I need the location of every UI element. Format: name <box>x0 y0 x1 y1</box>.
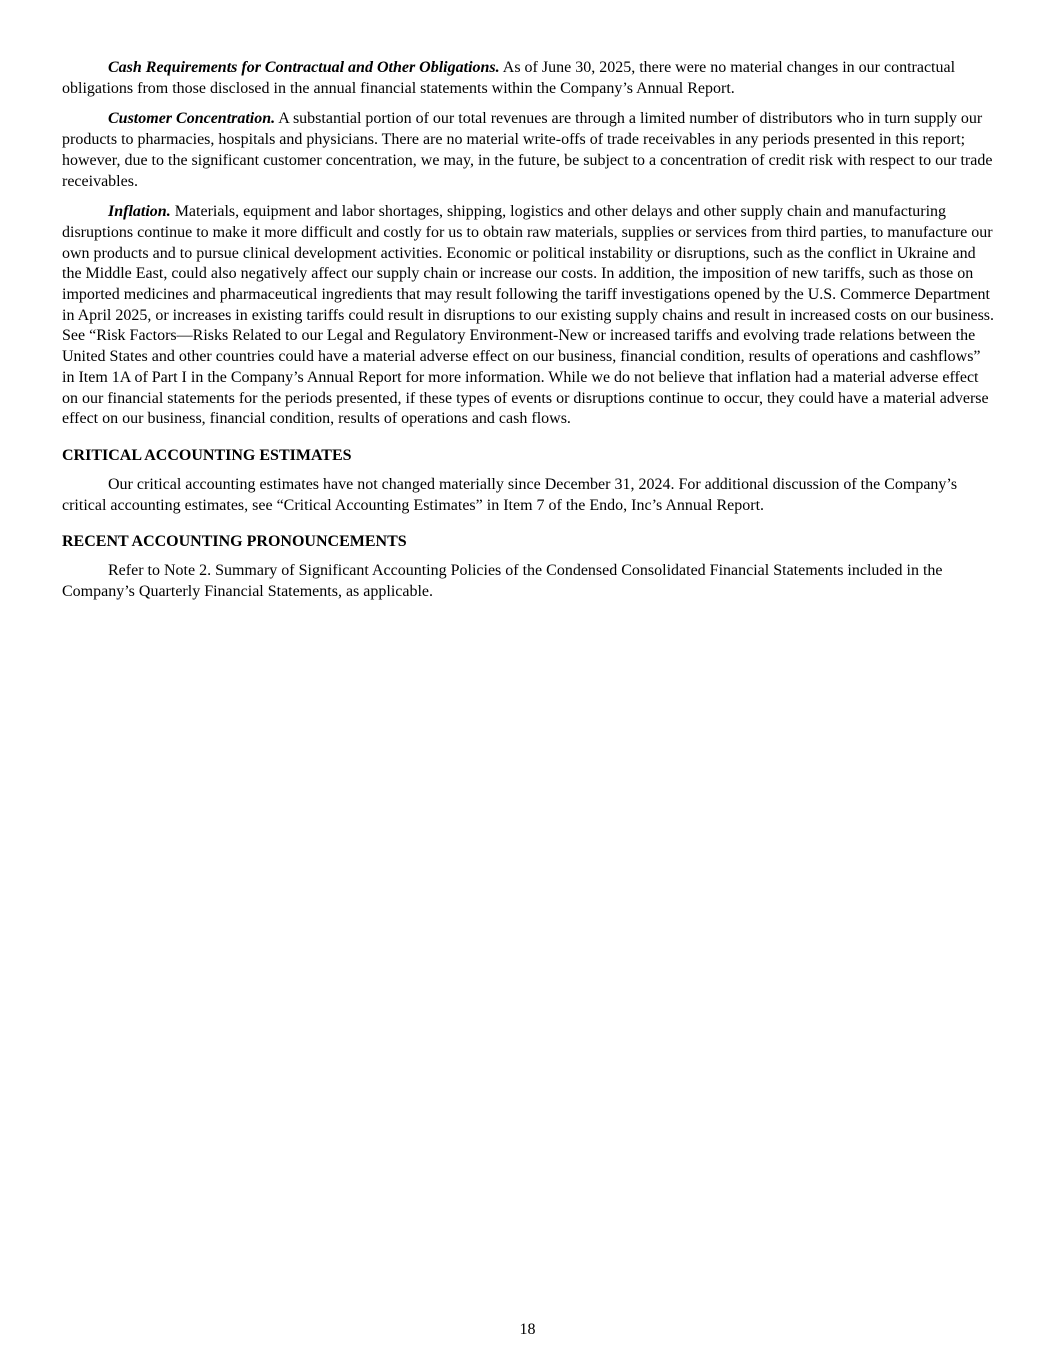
cash-requirements-paragraph <box>62 58 994 99</box>
document-body <box>62 58 994 613</box>
recent-pronouncements-paragraph: Refer to Note 2. Summary of Significant Accounting Policies of the Condensed Consolidated Financial Statements included in the Company’s Quarterly Financial Statements, as applicable. <box>62 562 943 601</box>
inflation-lead: Inflation. <box>108 203 171 221</box>
customer-concentration-paragraph <box>62 109 994 192</box>
cash-requirements-lead: Cash Requirements for Contractual and Other Obligations. <box>108 59 500 76</box>
page-number: 18 <box>519 1321 536 1338</box>
inflation-text: Materials, equipment and labor shortages, shipping, logistics and other delays and other supply chain and manufacturing disruptions continue to make it more difficult and costly for us to obtain raw materials, supplies or services from third parties, to manufacture our own products and to pursue clinical development activities. Economic or political instability or disruptions, such as the conflict in Ukraine and the Middle East, could also negatively affect our supply chain or increase our costs. In addition, the imposition of new tariffs, such as those on imported medicines and pharmaceutical ingredients that may result following the tariff investigations opened by the U.S. Commerce Department in April 2025, or increases in existing tariffs could result in disruptions to our existing supply chains and result in increased costs on our business. See “Risk Factors—Risks Related to our Legal and Regulatory Environment-New or increased tariffs and evolving trade relations between the United States and other countries could have a material adverse effect on our business, financial condition, results of operations and cashflows” in Item 1A of Part I in the Company’s Annual Report for more information. While we do not believe that inflation had a material adverse effect on our financial statements for the periods presented, if these types of events or disruptions continue to occur, they could have a material adverse effect on our business, financial condition, results of operations and cash flows. <box>62 203 995 428</box>
critical-accounting-paragraph: Our critical accounting estimates have not changed materially since December 31, 2024. For additional discussion of the Company’s critical accounting estimates, see “Critical Accounting Estimates” in Item 7 of the Endo, Inc’s Annual Report. <box>62 475 958 514</box>
inflation-paragraph <box>62 202 994 430</box>
customer-concentration-lead: Customer Concentration. <box>108 110 276 128</box>
customer-concentration-text: A substantial portion of our total revenues are through a limited number of distributors who in turn supply our products to pharmacies, hospitals and physicians. There are no material write-offs of trade receivables in any periods presented in this report; however, due to the significant customer concentration, we may, in the future, be subject to a concentration of credit risk with respect to our trade receivables. <box>62 110 993 190</box>
cash-requirements-text: As of June 30, 2025, there were no material changes in our contractual obligations from those disclosed in the annual financial statements within the Company’s Annual Report. <box>62 59 956 97</box>
recent-pronouncements-heading: RECENT ACCOUNTING PRONOUNCEMENTS <box>62 533 407 551</box>
critical-accounting-heading: CRITICAL ACCOUNTING ESTIMATES <box>62 446 352 464</box>
